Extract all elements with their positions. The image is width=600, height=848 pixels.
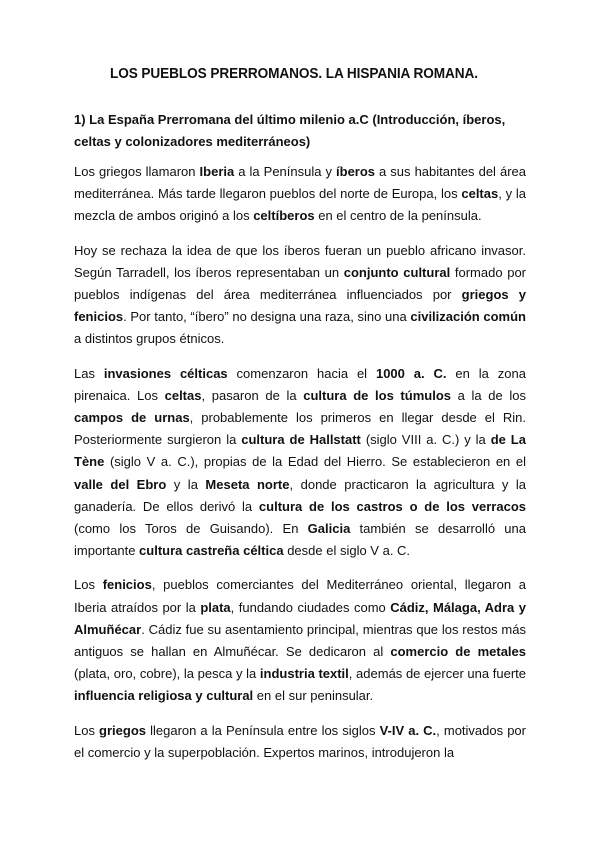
text-run: (plata, oro, cobre), la pesca y la: [74, 666, 260, 682]
bold-term: cultura de los túmulos: [303, 387, 451, 403]
text-run: . Cádiz fue su asentamiento principal, mientras que los restos más antiguos se hallan en Almuñécar. Se dedicaron al: [74, 621, 526, 660]
paragraph-list: [74, 161, 526, 764]
bold-term: cultura de los castros o de los verracos: [258, 498, 526, 514]
text-run: comenzaron hacia el: [227, 365, 376, 381]
bold-term: fenicios: [102, 577, 152, 593]
text-run: , probablemente los primeros en llegar desde el Rin. Posteriormente surgieron la: [74, 410, 526, 448]
bold-term: industria textil: [259, 666, 349, 682]
text-run: a la de los: [451, 387, 526, 403]
text-run: , pueblos comerciantes del Mediterráneo oriental, llegaron a Iberia atraídos por la: [74, 577, 526, 615]
paragraph: [74, 574, 526, 707]
bold-term: Meseta norte: [205, 476, 290, 492]
text-run: Los griegos llamaron: [74, 164, 200, 179]
bold-term: Cádiz, Málaga, Adra y Almuñécar: [74, 599, 526, 637]
text-run: desde el siglo V a. C.: [283, 543, 411, 559]
text-run: a sus habitantes del área mediterránea. Más tarde llegaron pueblos del norte de Europa, los: [74, 164, 526, 202]
bold-term: cultura de Hallstatt: [241, 432, 361, 448]
bold-term: celtíberos: [253, 208, 315, 224]
bold-term: celtas: [461, 186, 499, 202]
bold-term: plata: [200, 599, 231, 615]
text-run: , pasaron de la: [201, 387, 304, 403]
paragraph: [74, 720, 526, 764]
text-run: a distintos grupos étnicos.: [74, 331, 225, 347]
text-run: , motivados por el comercio y la superpoblación. Expertos marinos, introdujeron la: [74, 722, 526, 760]
bold-term: influencia religiosa y cultural: [74, 688, 254, 704]
paragraph: [74, 161, 526, 228]
text-run: a la Península y: [234, 164, 337, 179]
text-run: llegaron a la Península entre los siglos: [146, 722, 380, 738]
bold-term: conjunto cultural: [343, 264, 451, 280]
text-run: Hoy se rechaza la idea de que los íberos fueran un pueblo africano invasor. Según Tarradell, los íberos representaban un: [74, 242, 526, 280]
bold-term: valle del Ebro: [74, 476, 167, 492]
bold-term: campos de urnas: [74, 410, 190, 426]
bold-term: invasiones célticas: [103, 365, 228, 381]
document-body: [74, 109, 526, 776]
bold-term: griegos: [99, 722, 147, 738]
bold-term: 1000 a. C.: [375, 365, 447, 381]
text-run: , fundando ciudades como: [230, 599, 391, 615]
text-run: y la: [166, 476, 206, 492]
text-run: . Por tanto, “íbero” no designa una raza, sino una: [123, 309, 411, 325]
bold-term: íberos: [336, 164, 376, 179]
text-run: (siglo V a. C.), propias de la Edad del Hierro. Se establecieron en el: [104, 454, 526, 470]
text-run: también se desarrolló una importante: [74, 521, 526, 559]
text-run: (siglo VIII a. C.) y la: [360, 432, 491, 448]
paragraph: [74, 240, 526, 351]
bold-term: Galicia: [307, 521, 351, 537]
page-title: LOS PUEBLOS PRERROMANOS. LA HISPANIA ROMANA.: [110, 66, 478, 82]
text-run: Los: [74, 577, 103, 593]
text-run: Los: [74, 722, 100, 738]
bold-term: V-IV a. C.: [379, 722, 437, 738]
bold-term: griegos y fenicios: [74, 287, 526, 325]
text-run: en el sur peninsular.: [253, 688, 374, 704]
bold-term: Iberia: [199, 164, 235, 179]
bold-term: civilización común: [410, 309, 526, 325]
text-run: , donde practicaron la agricultura y la ganadería. De ellos derivó la: [74, 476, 526, 514]
text-run: Las: [74, 365, 104, 381]
text-run: en el centro de la península.: [314, 208, 482, 224]
text-run: formado por pueblos indígenas del área mediterránea influenciados por: [74, 264, 527, 303]
text-run: en la zona pirenaica. Los: [74, 365, 526, 403]
bold-term: celtas: [164, 387, 202, 403]
paragraph: [74, 363, 526, 563]
bold-term: de La Tène: [74, 432, 526, 470]
text-run: , además de ejercer una fuerte: [348, 666, 526, 682]
text-run: (como los Toros de Guisando). En: [74, 521, 308, 537]
bold-term: comercio de metales: [390, 644, 526, 660]
text-run: , y la mezcla de ambos originó a los: [74, 186, 526, 224]
bold-term: cultura castreña céltica: [139, 543, 284, 559]
section-heading: 1) La España Prerromana del último milenio a.C (Introducción, íberos, celtas y colonizadores mediterráneos): [74, 112, 506, 149]
